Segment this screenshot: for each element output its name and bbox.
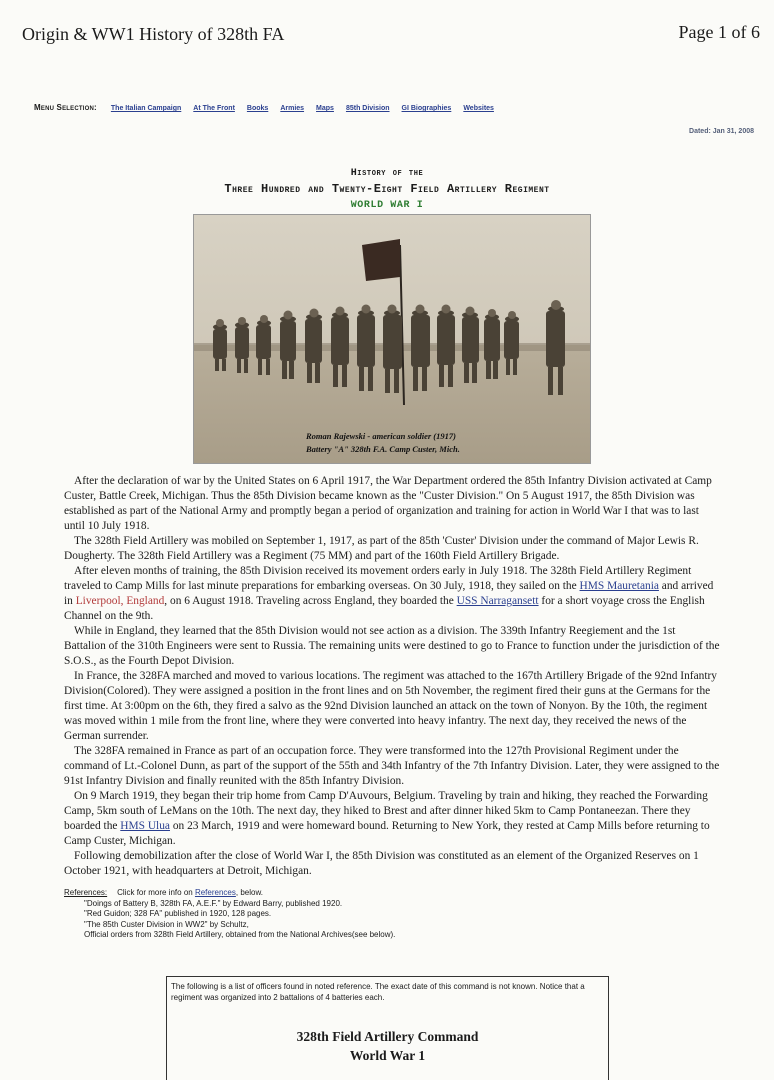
photo-caption-line1: Roman Rajewski - american soldier (1917) — [306, 431, 456, 441]
menu-link-books[interactable]: Books — [246, 105, 269, 112]
paragraph-text: for a short voyage cross the English Channel on the 9th. — [64, 595, 705, 622]
menu-link-italian-campaign[interactable]: The Italian Campaign — [110, 105, 182, 112]
paragraph-text: After eleven months of training, the 85th Division received its movement orders early in July 1918. The 328th Field Artillery Regiment traveled to Camp Mills for last minute preparations for embarking overseas. On 30 July, 1918, they sailed on the — [64, 565, 692, 592]
paragraph-mobilization: The 328th Field Artillery was mobiled on September 1, 1917, as part of the 85th 'Custer' Division under the command of Major Lewis R. Dougherty. The 328th Field Artillery was a Regiment (75 MM) and part of the 160th Field Artillery Brigade. — [64, 535, 699, 562]
menu-link-armies[interactable]: Armies — [280, 105, 305, 112]
world-war-subtitle: WORLD WAR I — [350, 200, 424, 211]
references-intro: Click for more info on — [117, 888, 195, 897]
references-label: References: — [64, 888, 108, 897]
references-intro-end: , below. — [235, 888, 264, 897]
menu-selection — [34, 103, 506, 112]
dated-label: Dated: Jan 31, 2008 — [689, 128, 754, 135]
paragraph-text: and arrived in — [64, 580, 714, 607]
references-link[interactable]: References — [194, 888, 236, 897]
reference-item: Official orders from 328th Field Artillery, obtained from the National Archives(see below). — [84, 930, 396, 939]
link-uss-narragansett[interactable]: USS Narragansett — [456, 595, 539, 607]
officers-note: The following is a list of officers found in noted reference. The exact date of this command is not known. Notice that a regiment was organized into 2 battalions of 4 batteries each. — [171, 982, 585, 1002]
link-hms-mauretania[interactable]: HMS Mauretania — [579, 580, 659, 592]
command-subtitle: World War 1 — [349, 1048, 426, 1063]
paragraph-activation: After the declaration of war by the United States on 6 April 1917, the War Department ordered the 85th Infantry Division activated at Camp Custer, Battle Creek, Michigan. Thus the 85th Division became known as the "Custer Division." On 5 August 1917, the 85th Division was established as part of the National Army and promptly began a period of organization and training for action in World War I that was to last until 10 July 1918. — [64, 475, 712, 532]
menu-link-gi-biographies[interactable]: GI Biographies — [401, 105, 452, 112]
paragraph-text: On 9 March 1919, they began their trip home from Camp D'Auvours, Belgium. Traveling by train and hiking, they reached the Forwarding Camp, 5km south of LeMans on the 10th. The next day, they hiked to Brest and after dinner hiked 5km to Camp Pontaneezan. There they boarded the — [64, 790, 708, 832]
history-pretitle: History of the — [350, 168, 424, 179]
menu-link-at-the-front[interactable]: At The Front — [193, 105, 235, 112]
command-title: 328th Field Artillery Command — [296, 1029, 479, 1044]
photo-caption-line2: Battery "A" 328th F.A. Camp Custer, Mich. — [306, 444, 460, 454]
reference-item: "Red Guidon; 328 FA" published in 1920, 128 pages. — [84, 909, 272, 918]
regiment-title: Three Hundred and Twenty-Eight Field Artillery Regiment — [224, 182, 550, 196]
menu-link-85th-division[interactable]: 85th Division — [345, 105, 390, 112]
paragraph-england: While in England, they learned that the 85th Division would not see action as a division. The 339th Infantry Reegiement and the 1st Battalion of the 310th Engineers were sent to Russia. The remaining units were destined to go to France to function under the jurisdiction of the S.O.S., as the Fourth Depot Division. — [64, 625, 720, 667]
paragraph-embarkation — [64, 564, 720, 624]
paragraph-text: , on 6 August 1918. Traveling across England, they boarded the — [164, 595, 457, 607]
menu-label: Menu Selection: — [34, 103, 97, 112]
document-title: Origin & WW1 History of 328th FA — [22, 24, 285, 44]
officers-command-box — [166, 976, 609, 1080]
paragraph-occupation: The 328FA remained in France as part of an occupation force. They were transformed into the 127th Provisional Regiment under the command of Lt.-Colonel Dunn, as part of the support of the 55th and 34th Infantry of the 7th Infantry Division. Later, they were assigned to the 91st Infantry Division and finally reunited with the 85th Infantry Division. — [64, 745, 720, 787]
link-hms-ulua[interactable]: HMS Ulua — [120, 820, 170, 832]
menu-link-websites[interactable]: Websites — [463, 105, 494, 112]
paragraph-text: on 23 March, 1919 and were homeward bound. Returning to New York, they rested at Camp Mills before returning to Camp Custer, Michigan. — [64, 820, 710, 847]
menu-link-maps[interactable]: Maps — [316, 105, 334, 112]
reference-item: "Doings of Battery B, 328th FA, A.E.F." by Edward Barry, published 1920. — [84, 898, 343, 908]
reference-item: "The 85th Custer Division in WW2" by Schultz, — [84, 919, 249, 929]
history-body — [64, 474, 720, 879]
paragraph-return-home — [64, 789, 720, 849]
paragraph-france: In France, the 328FA marched and moved to various locations. The regiment was attached to the 167th Artillery Brigade of the 92nd Infantry Division(Colored). They were assigned a position in the front lines and on 5th November, the regiment fired their guns at the Germans for the first time. At 3:00pm on the 6th, they fired a salvo as the 92nd Division launched an attack on the town of Nonyon. By the 10th, the regiment was moved within 1 mile from the front line, where they were converted into heavy infantry. The next day, they received the news of the German surrender. — [64, 670, 717, 742]
place-liverpool: Liverpool, England — [75, 595, 165, 607]
references-section — [64, 888, 584, 941]
paragraph-demobilization: Following demobilization after the close of World War I, the 85th Division was constituted as an element of the Organized Reserves on 1 October 1921, with headquarters at Detroit, Michigan. — [64, 850, 699, 877]
soldiers-photo — [193, 214, 591, 464]
page-indicator: Page 1 of 6 — [678, 22, 760, 42]
